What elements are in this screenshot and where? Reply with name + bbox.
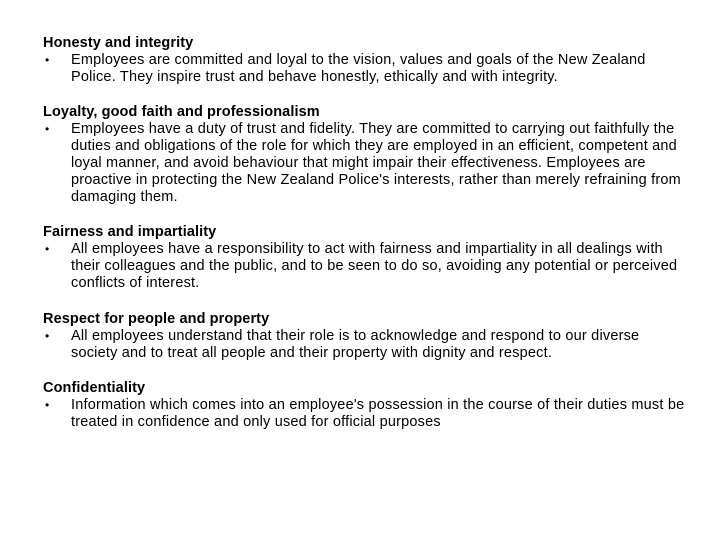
section-fairness-and-impartiality — [43, 224, 688, 292]
section-heading: Honesty and integrity — [43, 35, 194, 51]
section-confidentiality — [43, 380, 688, 431]
bullet-text: All employees have a responsibility to act with fairness and impartiality in all dealings with their colleagues and the public, and to be seen to do so, avoiding any potential or perceived conflicts of interest. — [71, 241, 678, 291]
section-heading: Loyalty, good faith and professionalism — [43, 104, 320, 120]
bullet-icon: • — [45, 398, 50, 412]
bullet-item — [43, 397, 688, 431]
bullet-item — [43, 52, 688, 86]
bullet-text: Employees are committed and loyal to the vision, values and goals of the New Zealand Police. They inspire trust and behave honestly, ethically and with integrity. — [71, 52, 646, 85]
bullet-icon: • — [45, 329, 50, 343]
bullet-icon: • — [45, 53, 50, 67]
bullet-item — [43, 328, 688, 362]
bullet-text: Employees have a duty of trust and fidelity. They are committed to carrying out faithfully the duties and obligations of the role for which they are employed in an efficient, competent and loyal manner, and avoid behaviour that might impair their effectiveness. Employees are proactive in protecting the New Zealand Police's interests, rather than merely refraining from damaging them. — [71, 121, 681, 205]
bullet-icon: • — [45, 122, 50, 136]
section-loyalty-good-faith-professionalism — [43, 104, 688, 206]
bullet-icon: • — [45, 242, 50, 256]
document-body — [43, 35, 688, 431]
bullet-text: Information which comes into an employee's possession in the course of their duties must be treated in confidence and only used for official purposes — [71, 397, 685, 430]
bullet-item — [43, 121, 688, 206]
section-heading: Fairness and impartiality — [43, 224, 217, 240]
section-honesty-and-integrity — [43, 35, 688, 86]
section-heading: Respect for people and property — [43, 311, 270, 327]
bullet-item — [43, 241, 688, 292]
bullet-text: All employees understand that their role is to acknowledge and respond to our diverse society and to treat all people and their property with dignity and respect. — [71, 328, 640, 361]
section-respect-for-people-and-property — [43, 311, 688, 362]
section-heading: Confidentiality — [43, 380, 146, 396]
